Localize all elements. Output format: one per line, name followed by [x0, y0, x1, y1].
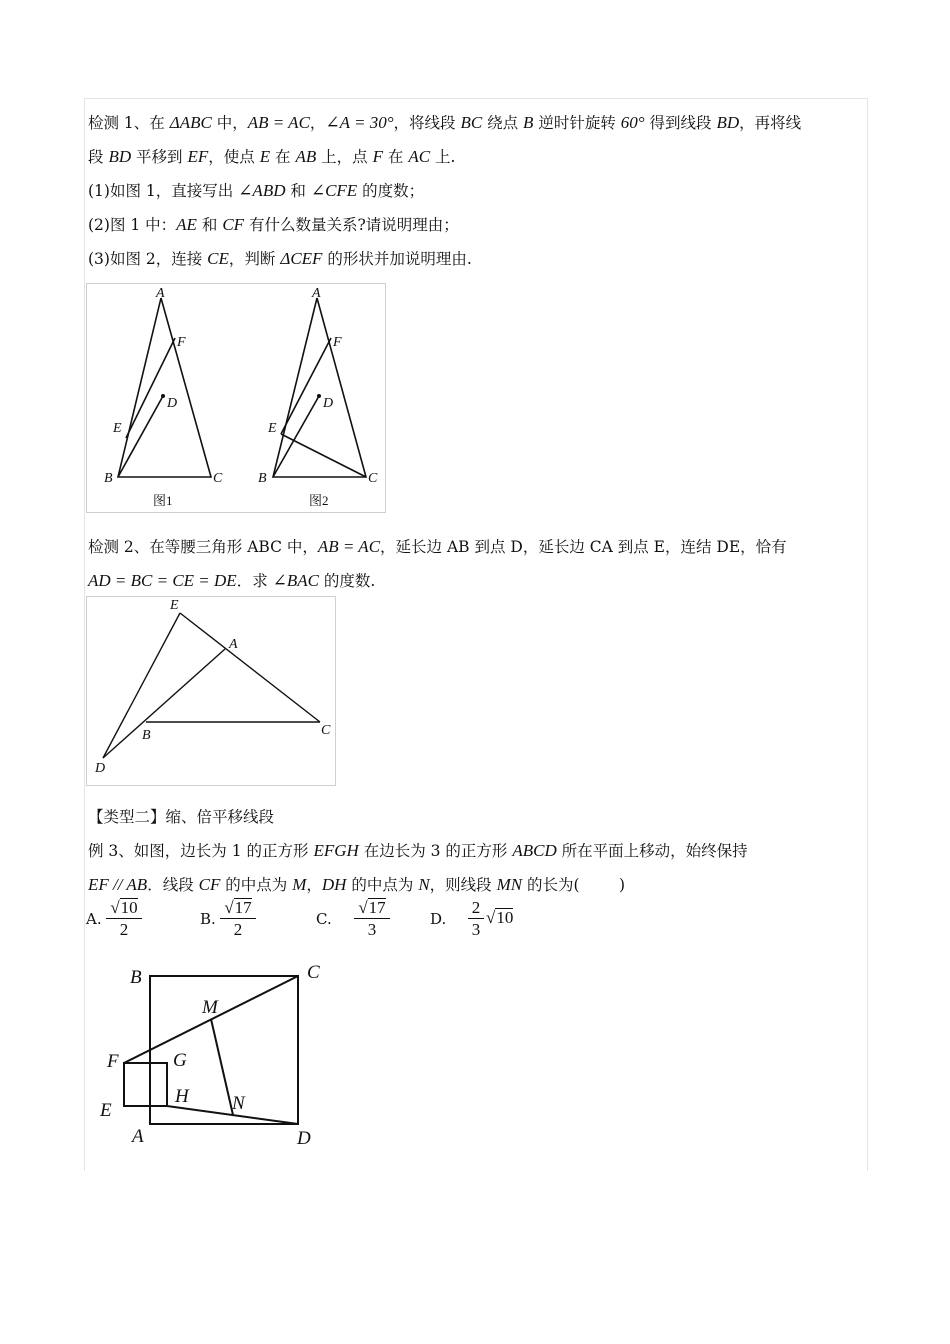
text: 例 3、如图，边长为 1 的正方形: [88, 842, 314, 860]
math: EF: [187, 147, 209, 166]
text: 的度数.: [318, 572, 376, 590]
q3-figure: [96, 956, 336, 1148]
option-c-label: C.: [316, 910, 332, 928]
label-b: B: [142, 728, 151, 743]
math: AB: [295, 147, 317, 166]
label-g: G: [173, 1050, 187, 1071]
fig2-label-c: C: [368, 471, 378, 486]
q2-line-1: [88, 536, 787, 558]
label-e: E: [170, 598, 179, 613]
label-a: A: [229, 637, 238, 652]
math: 60°: [620, 113, 645, 132]
fig2-label-a: A: [312, 286, 321, 301]
option-c-value: $\frac{√17}{3}$: [354, 898, 390, 941]
text: 上，点: [316, 148, 373, 166]
text: 在: [270, 148, 296, 166]
math: B: [523, 113, 534, 132]
math: EF // AB: [88, 875, 148, 894]
math: M: [292, 875, 307, 894]
label-n: N: [232, 1093, 245, 1114]
answer-blank: [580, 876, 619, 894]
fig1-segment-ef: [126, 338, 178, 438]
option-a-numerator: 10: [120, 898, 138, 917]
text: 在: [382, 148, 409, 166]
text: 中，: [211, 114, 248, 132]
q2-figure: [86, 596, 336, 786]
label-h: H: [175, 1086, 189, 1107]
option-d-label: D.: [430, 910, 447, 928]
option-b-label: B.: [200, 910, 216, 928]
math: CE: [207, 249, 229, 268]
text: ): [619, 876, 626, 894]
text: ，判断: [228, 250, 281, 268]
option-d-fraction: [468, 898, 484, 941]
text: ，延长边 AB 到点 D，延长边 CA 到点 E，连结 DE，恰有: [380, 538, 787, 556]
q2-line-2: [88, 570, 375, 592]
text: 所在平面上移动，始终保持: [556, 842, 748, 860]
math: BD: [716, 113, 740, 132]
math: CF: [198, 875, 221, 894]
segment-ec: [180, 613, 320, 722]
fig2-caption: 图2: [309, 493, 329, 508]
math: E: [259, 147, 271, 166]
option-c-denominator: 3: [367, 920, 377, 939]
fig2-point-d: [317, 394, 321, 398]
option-d-radical: √10: [486, 908, 514, 927]
square-efgh: [124, 1063, 167, 1106]
math: AD = BC = CE = DE: [88, 571, 237, 590]
math: ∠ABD: [238, 181, 286, 200]
label-c: C: [321, 723, 331, 738]
fig2-label-f: F: [333, 335, 342, 350]
q3-line-2: [88, 874, 625, 896]
text: 有什么数量关系?请说明理由；: [244, 216, 459, 234]
q1-line-3: [88, 180, 424, 202]
text: ，再将线: [739, 114, 802, 132]
math: BD: [108, 147, 132, 166]
option-b-numerator: 17: [234, 898, 252, 917]
text: 平移到: [131, 148, 188, 166]
option-c-numerator: 17: [368, 898, 386, 917]
label-d: D: [297, 1128, 311, 1148]
fig2-segment-ce: [281, 434, 366, 477]
math: ∠A = 30°: [325, 113, 394, 132]
math: N: [418, 875, 430, 894]
text: 的形状并加说明理由.: [322, 250, 472, 268]
option-a-denominator: 2: [119, 920, 129, 939]
label-m: M: [202, 997, 218, 1018]
label-e: E: [100, 1100, 112, 1121]
option-b-value: $\frac{√17}{2}$: [220, 898, 256, 941]
option-a-label: A.: [86, 910, 102, 928]
fig1-label-d: D: [167, 396, 178, 411]
text: 在边长为 3 的正方形: [358, 842, 513, 860]
text: ，使点: [208, 148, 260, 166]
label-a: A: [132, 1126, 144, 1147]
q1-line-5: [88, 248, 472, 270]
math: ABCD: [512, 841, 557, 860]
math: CF: [222, 215, 245, 234]
fig2-triangle-abc: [273, 298, 366, 477]
text: 逆时针旋转: [533, 114, 621, 132]
text: 上.: [430, 148, 456, 166]
math: ΔABC: [169, 113, 212, 132]
option-d-radicand: 10: [496, 908, 514, 927]
fig1-label-a: A: [156, 286, 165, 301]
text: ，则线段: [429, 876, 497, 894]
text: 绕点: [482, 114, 524, 132]
math: ∠BAC: [272, 571, 319, 590]
fig1-triangle-abc: [118, 298, 211, 477]
q1-figure: [86, 283, 386, 513]
math: ∠CFE: [310, 181, 358, 200]
math: AB = AC: [247, 113, 310, 132]
math: ΔCEF: [280, 249, 323, 268]
math: F: [372, 147, 383, 166]
text: 检测 1、在: [88, 114, 170, 132]
q1-line-2: [88, 146, 455, 168]
text: ，将线段: [393, 114, 461, 132]
math: BC: [460, 113, 483, 132]
fig2-label-b: B: [258, 471, 267, 486]
text: 的中点为: [346, 876, 419, 894]
fig1-label-e: E: [113, 421, 122, 436]
text: 和: [285, 182, 311, 200]
label-b: B: [130, 967, 142, 988]
option-d-numerator: 2: [468, 898, 484, 919]
fig1-label-b: B: [104, 471, 113, 486]
q3-line-1: [88, 840, 748, 862]
label-d: D: [95, 761, 106, 776]
segment-mn: [211, 1019, 233, 1115]
segment-da: [103, 649, 225, 758]
fig1-point-d: [161, 394, 165, 398]
text: ，: [309, 114, 326, 132]
option-d-denominator: 3: [471, 920, 481, 939]
label-c: C: [307, 962, 320, 983]
text: (2)图 1 中：: [88, 216, 177, 234]
text: 得到线段: [644, 114, 717, 132]
q1-line-4: [88, 214, 459, 236]
text: 的度数；: [357, 182, 425, 200]
math: MN: [496, 875, 523, 894]
text: ，: [306, 876, 322, 894]
text: 的中点为: [220, 876, 293, 894]
math: AC: [408, 147, 431, 166]
section-title: 【类型二】缩、倍平移线段: [88, 808, 275, 826]
text: 段: [88, 148, 109, 166]
q2-figure-svg: [87, 597, 335, 785]
q1-line-1: [88, 112, 801, 134]
text: ．线段: [147, 876, 199, 894]
label-f: F: [107, 1051, 119, 1072]
math: AB = AC: [317, 537, 381, 556]
fig2-label-d: D: [323, 396, 334, 411]
math: DH: [321, 875, 347, 894]
option-a-value: $\frac{√10}{2}$: [106, 898, 142, 941]
fig1-label-c: C: [213, 471, 223, 486]
text: (1)如图 1，直接写出: [88, 182, 239, 200]
option-b-denominator: 2: [233, 920, 243, 939]
text: 的长为(: [522, 876, 580, 894]
fig2-segment-bd: [273, 396, 319, 477]
fig1-caption: 图1: [153, 493, 173, 508]
fig2-label-e: E: [268, 421, 277, 436]
math: EFGH: [313, 841, 359, 860]
text: ．求: [236, 572, 273, 590]
fig1-label-f: F: [177, 335, 186, 350]
math: AE: [176, 215, 197, 234]
q1-figure-svg: [87, 284, 385, 512]
text: (3)如图 2，连接: [88, 250, 208, 268]
text: 检测 2、在等腰三角形 ABC 中，: [88, 538, 318, 556]
text: 和: [196, 216, 223, 234]
